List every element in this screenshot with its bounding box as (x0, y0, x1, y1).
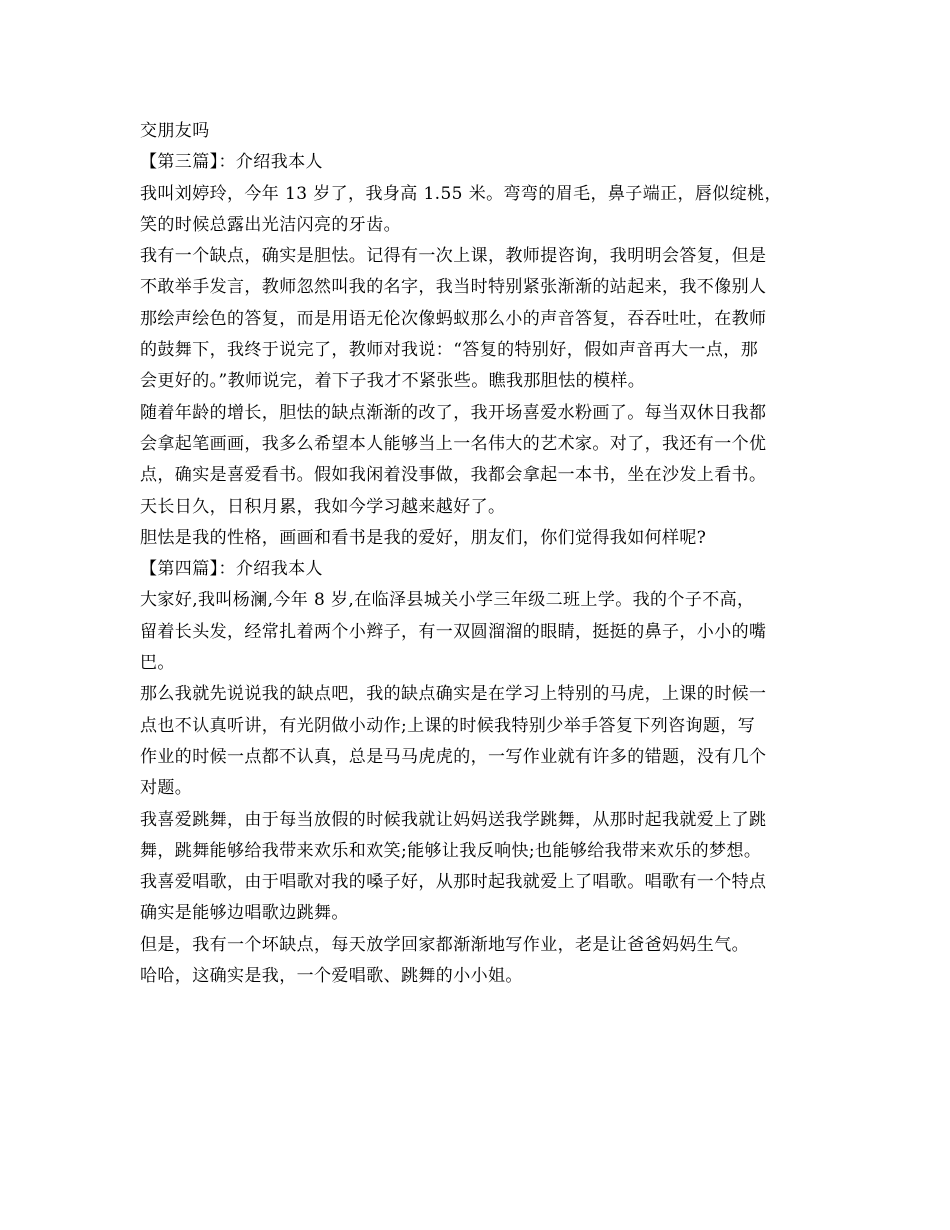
text-line: 那么我就先说说我的缺点吧，我的缺点确实是在学习上特别的马虎，上课的时候一 (140, 684, 767, 705)
text-line: 大家好,我叫杨澜,今年 8 岁,在临泽县城关小学三年级二班上学。我的个子不高， (140, 590, 755, 611)
text-line: 的鼓舞下，我终于说完了，教师对我说：“答复的特别好，假如声音再大一点，那 (140, 340, 759, 361)
text-line: 舞，跳舞能够给我带来欢乐和欢笑;能够让我反响快;也能够给我带来欢乐的梦想。 (140, 840, 762, 861)
text-line: 天长日久，日积月累，我如今学习越来越好了。 (140, 496, 506, 517)
text-line: 作业的时候一点都不认真，总是马马虎虎的，一写作业就有许多的错题，没有几个 (140, 746, 767, 767)
text-line: 我喜爱唱歌，由于唱歌对我的嗓子好，从那时起我就爱上了唱歌。唱歌有一个特点 (140, 872, 767, 893)
text-line: 交朋友吗 (140, 121, 210, 141)
text-line: 确实是能够边唱歌边跳舞。 (140, 903, 349, 924)
text-line: 我叫刘婷玲，今年 13 岁了，我身高 1.55 米。弯弯的眉毛，鼻子端正，唇似绽桃， (140, 183, 782, 204)
text-line: 哈哈，这确实是我，一个爱唱歌、跳舞的小小姐。 (140, 966, 523, 987)
section-heading-3: 【第三篇】：介绍我本人 (140, 152, 323, 173)
text-line: 我喜爱跳舞，由于每当放假的时候我就让妈妈送我学跳舞，从那时起我就爱上了跳 (140, 809, 767, 830)
section-heading-4: 【第四篇】：介绍我本人 (140, 559, 323, 580)
text-line: 巴。 (140, 653, 175, 674)
text-line: 胆怯是我的性格，画画和看书是我的爱好，朋友们，你们觉得我如何样呢? (140, 527, 707, 548)
text-line: 笑的时候总露出光洁闪亮的牙齿。 (140, 214, 401, 235)
text-line: 随着年龄的增长，胆怯的缺点渐渐的改了，我开场喜爱水粉画了。每当双休日我都 (140, 402, 767, 423)
text-line: 会拿起笔画画，我多么希望本人能够当上一名伟大的艺术家。对了，我还有一个优 (140, 433, 767, 454)
text-line: 留着长头发，经常扎着两个小辫子，有一双圆溜溜的眼睛，挺挺的鼻子，小小的嘴 (140, 621, 767, 642)
text-line: 点也不认真听讲，有光阴做小动作;上课的时候我特别少举手答复下列咨询题，写 (140, 715, 756, 736)
text-line: 会更好的。”教师说完，着下子我才不紧张些。瞧我那胆怯的模样。 (140, 371, 646, 392)
text-line: 对题。 (140, 778, 193, 799)
text-line: 点，确实是喜爱看书。假如我闲着没事做，我都会拿起一本书，坐在沙发上看书。 (140, 465, 767, 486)
document-body (140, 116, 820, 992)
text-line: 但是，我有一个坏缺点，每天放学回家都渐渐地写作业，老是让爸爸妈妈生气。 (140, 934, 749, 955)
text-line: 我有一个缺点，确实是胆怯。记得有一次上课，教师提咨询，我明明会答复，但是 (140, 246, 767, 267)
text-line: 不敢举手发言，教师忽然叫我的名字，我当时特别紧张渐渐的站起来，我不像别人 (140, 277, 767, 298)
text-line: 那绘声绘色的答复，而是用语无伦次像蚂蚁那么小的声音答复，吞吞吐吐，在教师 (140, 308, 767, 329)
